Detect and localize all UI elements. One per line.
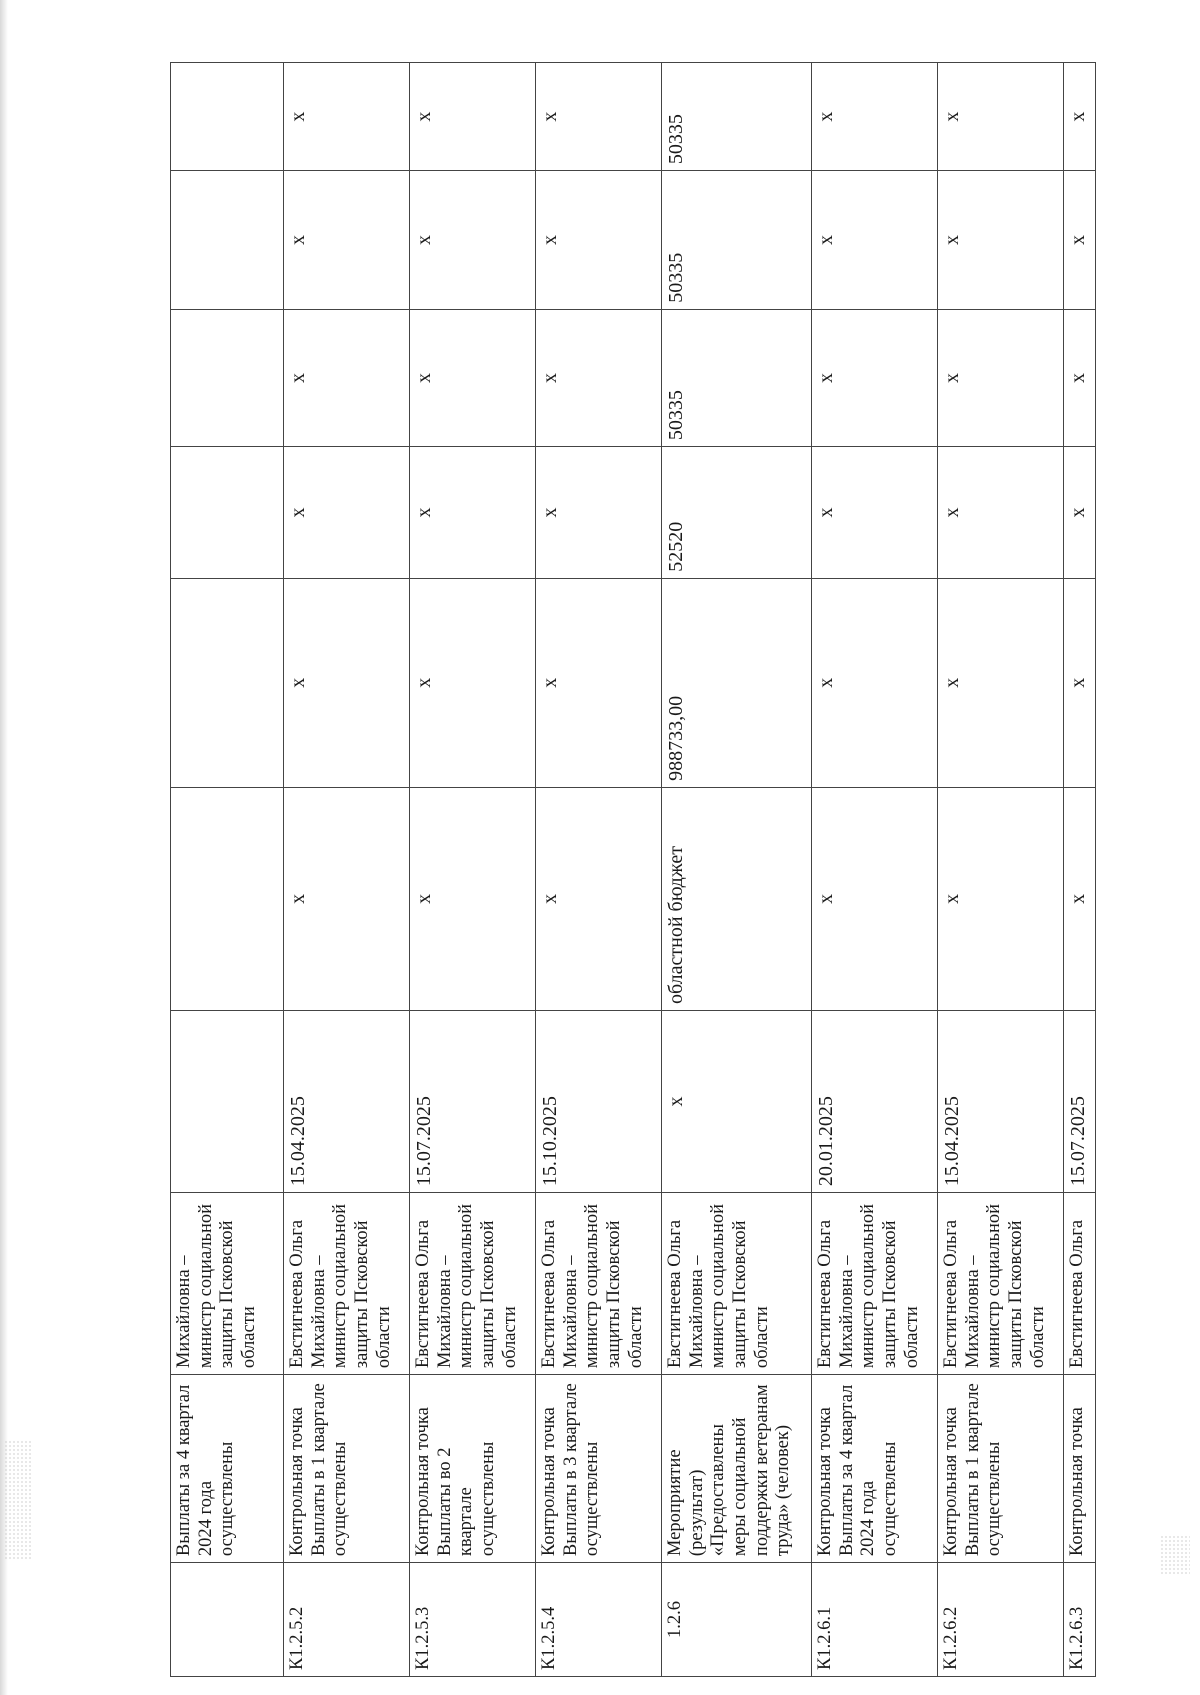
value-cell: х <box>812 309 938 446</box>
value-cell <box>171 309 284 446</box>
table-row <box>171 63 284 1677</box>
source-cell: х <box>938 787 1064 1010</box>
source-cell <box>171 787 284 1010</box>
date-cell: 15.07.2025 <box>1064 1011 1096 1193</box>
value-cell: х <box>410 63 536 171</box>
code-cell: К1.2.5.4 <box>536 1563 662 1677</box>
responsible-cell: Михайловна – министр социальной защиты Псковской области <box>171 1193 284 1375</box>
source-cell: х <box>1064 787 1096 1010</box>
value-cell: х <box>1064 309 1096 446</box>
responsible-cell: Евстигнеева Ольга Михайловна – министр социальной защиты Псковской области <box>662 1193 812 1375</box>
responsible-cell: Евстигнеева Ольга Михайловна – министр социальной защиты Псковской области <box>410 1193 536 1375</box>
value-cell: х <box>284 447 410 579</box>
value-cell: 50335 <box>662 63 812 171</box>
name-cell: Мероприятие (результат) «Предоставлены меры социальной поддержки ветеранам труда» (человек) <box>662 1375 812 1563</box>
source-cell: х <box>410 787 536 1010</box>
name-cell: Контрольная точка Выплаты в 3 квартале осуществлены <box>536 1375 662 1563</box>
name-cell: Контрольная точка Выплаты в 1 квартале осуществлены <box>938 1375 1064 1563</box>
value-cell: х <box>1064 63 1096 171</box>
value-cell: 50335 <box>662 309 812 446</box>
code-cell: К1.2.5.2 <box>284 1563 410 1677</box>
value-cell: х <box>1064 171 1096 310</box>
date-cell: 15.07.2025 <box>410 1011 536 1193</box>
date-cell: 15.10.2025 <box>536 1011 662 1193</box>
table-row <box>662 63 812 1677</box>
value-cell: х <box>284 309 410 446</box>
scan-speckle <box>1160 1535 1190 1575</box>
value-cell: х <box>812 171 938 310</box>
code-cell: 1.2.6 <box>662 1563 812 1677</box>
table-row <box>410 63 536 1677</box>
code-cell: К1.2.5.3 <box>410 1563 536 1677</box>
value-cell: х <box>284 63 410 171</box>
value-cell: х <box>284 171 410 310</box>
date-cell <box>171 1011 284 1193</box>
value-cell: х <box>536 63 662 171</box>
date-cell: 15.04.2025 <box>938 1011 1064 1193</box>
value-cell: 52520 <box>662 447 812 579</box>
date-cell: х <box>662 1011 812 1193</box>
source-cell: х <box>812 787 938 1010</box>
amount-cell: х <box>812 578 938 787</box>
source-cell: х <box>536 787 662 1010</box>
responsible-cell: Евстигнеева Ольга Михайловна – министр социальной защиты Псковской области <box>938 1193 1064 1375</box>
responsible-cell: Евстигнеева Ольга Михайловна – министр социальной защиты Псковской области <box>536 1193 662 1375</box>
date-cell: 15.04.2025 <box>284 1011 410 1193</box>
date-cell: 20.01.2025 <box>812 1011 938 1193</box>
name-cell: Контрольная точка <box>1064 1375 1096 1563</box>
program-table <box>170 62 1096 1677</box>
value-cell: х <box>1064 447 1096 579</box>
code-cell: К1.2.6.1 <box>812 1563 938 1677</box>
source-cell: х <box>284 787 410 1010</box>
value-cell <box>171 447 284 579</box>
name-cell: Выплаты за 4 квартал 2024 года осуществлены <box>171 1375 284 1563</box>
code-cell <box>171 1563 284 1677</box>
amount-cell: 988733,00 <box>662 578 812 787</box>
value-cell: х <box>938 63 1064 171</box>
responsible-cell: Евстигнеева Ольга <box>1064 1193 1096 1375</box>
value-cell: х <box>938 447 1064 579</box>
source-cell: областной бюджет <box>662 787 812 1010</box>
table-row <box>284 63 410 1677</box>
amount-cell: х <box>938 578 1064 787</box>
value-cell: х <box>938 171 1064 310</box>
amount-cell: х <box>410 578 536 787</box>
value-cell <box>171 63 284 171</box>
value-cell: х <box>536 171 662 310</box>
amount-cell: х <box>536 578 662 787</box>
value-cell: х <box>410 447 536 579</box>
value-cell: х <box>536 447 662 579</box>
amount-cell <box>171 578 284 787</box>
responsible-cell: Евстигнеева Ольга Михайловна – министр социальной защиты Псковской области <box>812 1193 938 1375</box>
name-cell: Контрольная точка Выплаты за 4 квартал 2024 года осуществлены <box>812 1375 938 1563</box>
value-cell: х <box>410 309 536 446</box>
scan-speckle <box>4 1440 32 1560</box>
table-row <box>1064 63 1096 1677</box>
amount-cell: х <box>1064 578 1096 787</box>
value-cell: 50335 <box>662 171 812 310</box>
name-cell: Контрольная точка Выплаты во 2 квартале осуществлены <box>410 1375 536 1563</box>
value-cell: х <box>812 63 938 171</box>
rotated-page <box>170 62 1095 1677</box>
amount-cell: х <box>284 578 410 787</box>
code-cell: К1.2.6.3 <box>1064 1563 1096 1677</box>
responsible-cell: Евстигнеева Ольга Михайловна – министр социальной защиты Псковской области <box>284 1193 410 1375</box>
table-row <box>536 63 662 1677</box>
code-cell: К1.2.6.2 <box>938 1563 1064 1677</box>
table-row <box>938 63 1064 1677</box>
name-cell: Контрольная точка Выплаты в 1 квартале осуществлены <box>284 1375 410 1563</box>
table-row <box>812 63 938 1677</box>
value-cell: х <box>410 171 536 310</box>
value-cell: х <box>536 309 662 446</box>
value-cell: х <box>938 309 1064 446</box>
value-cell: х <box>812 447 938 579</box>
value-cell <box>171 171 284 310</box>
